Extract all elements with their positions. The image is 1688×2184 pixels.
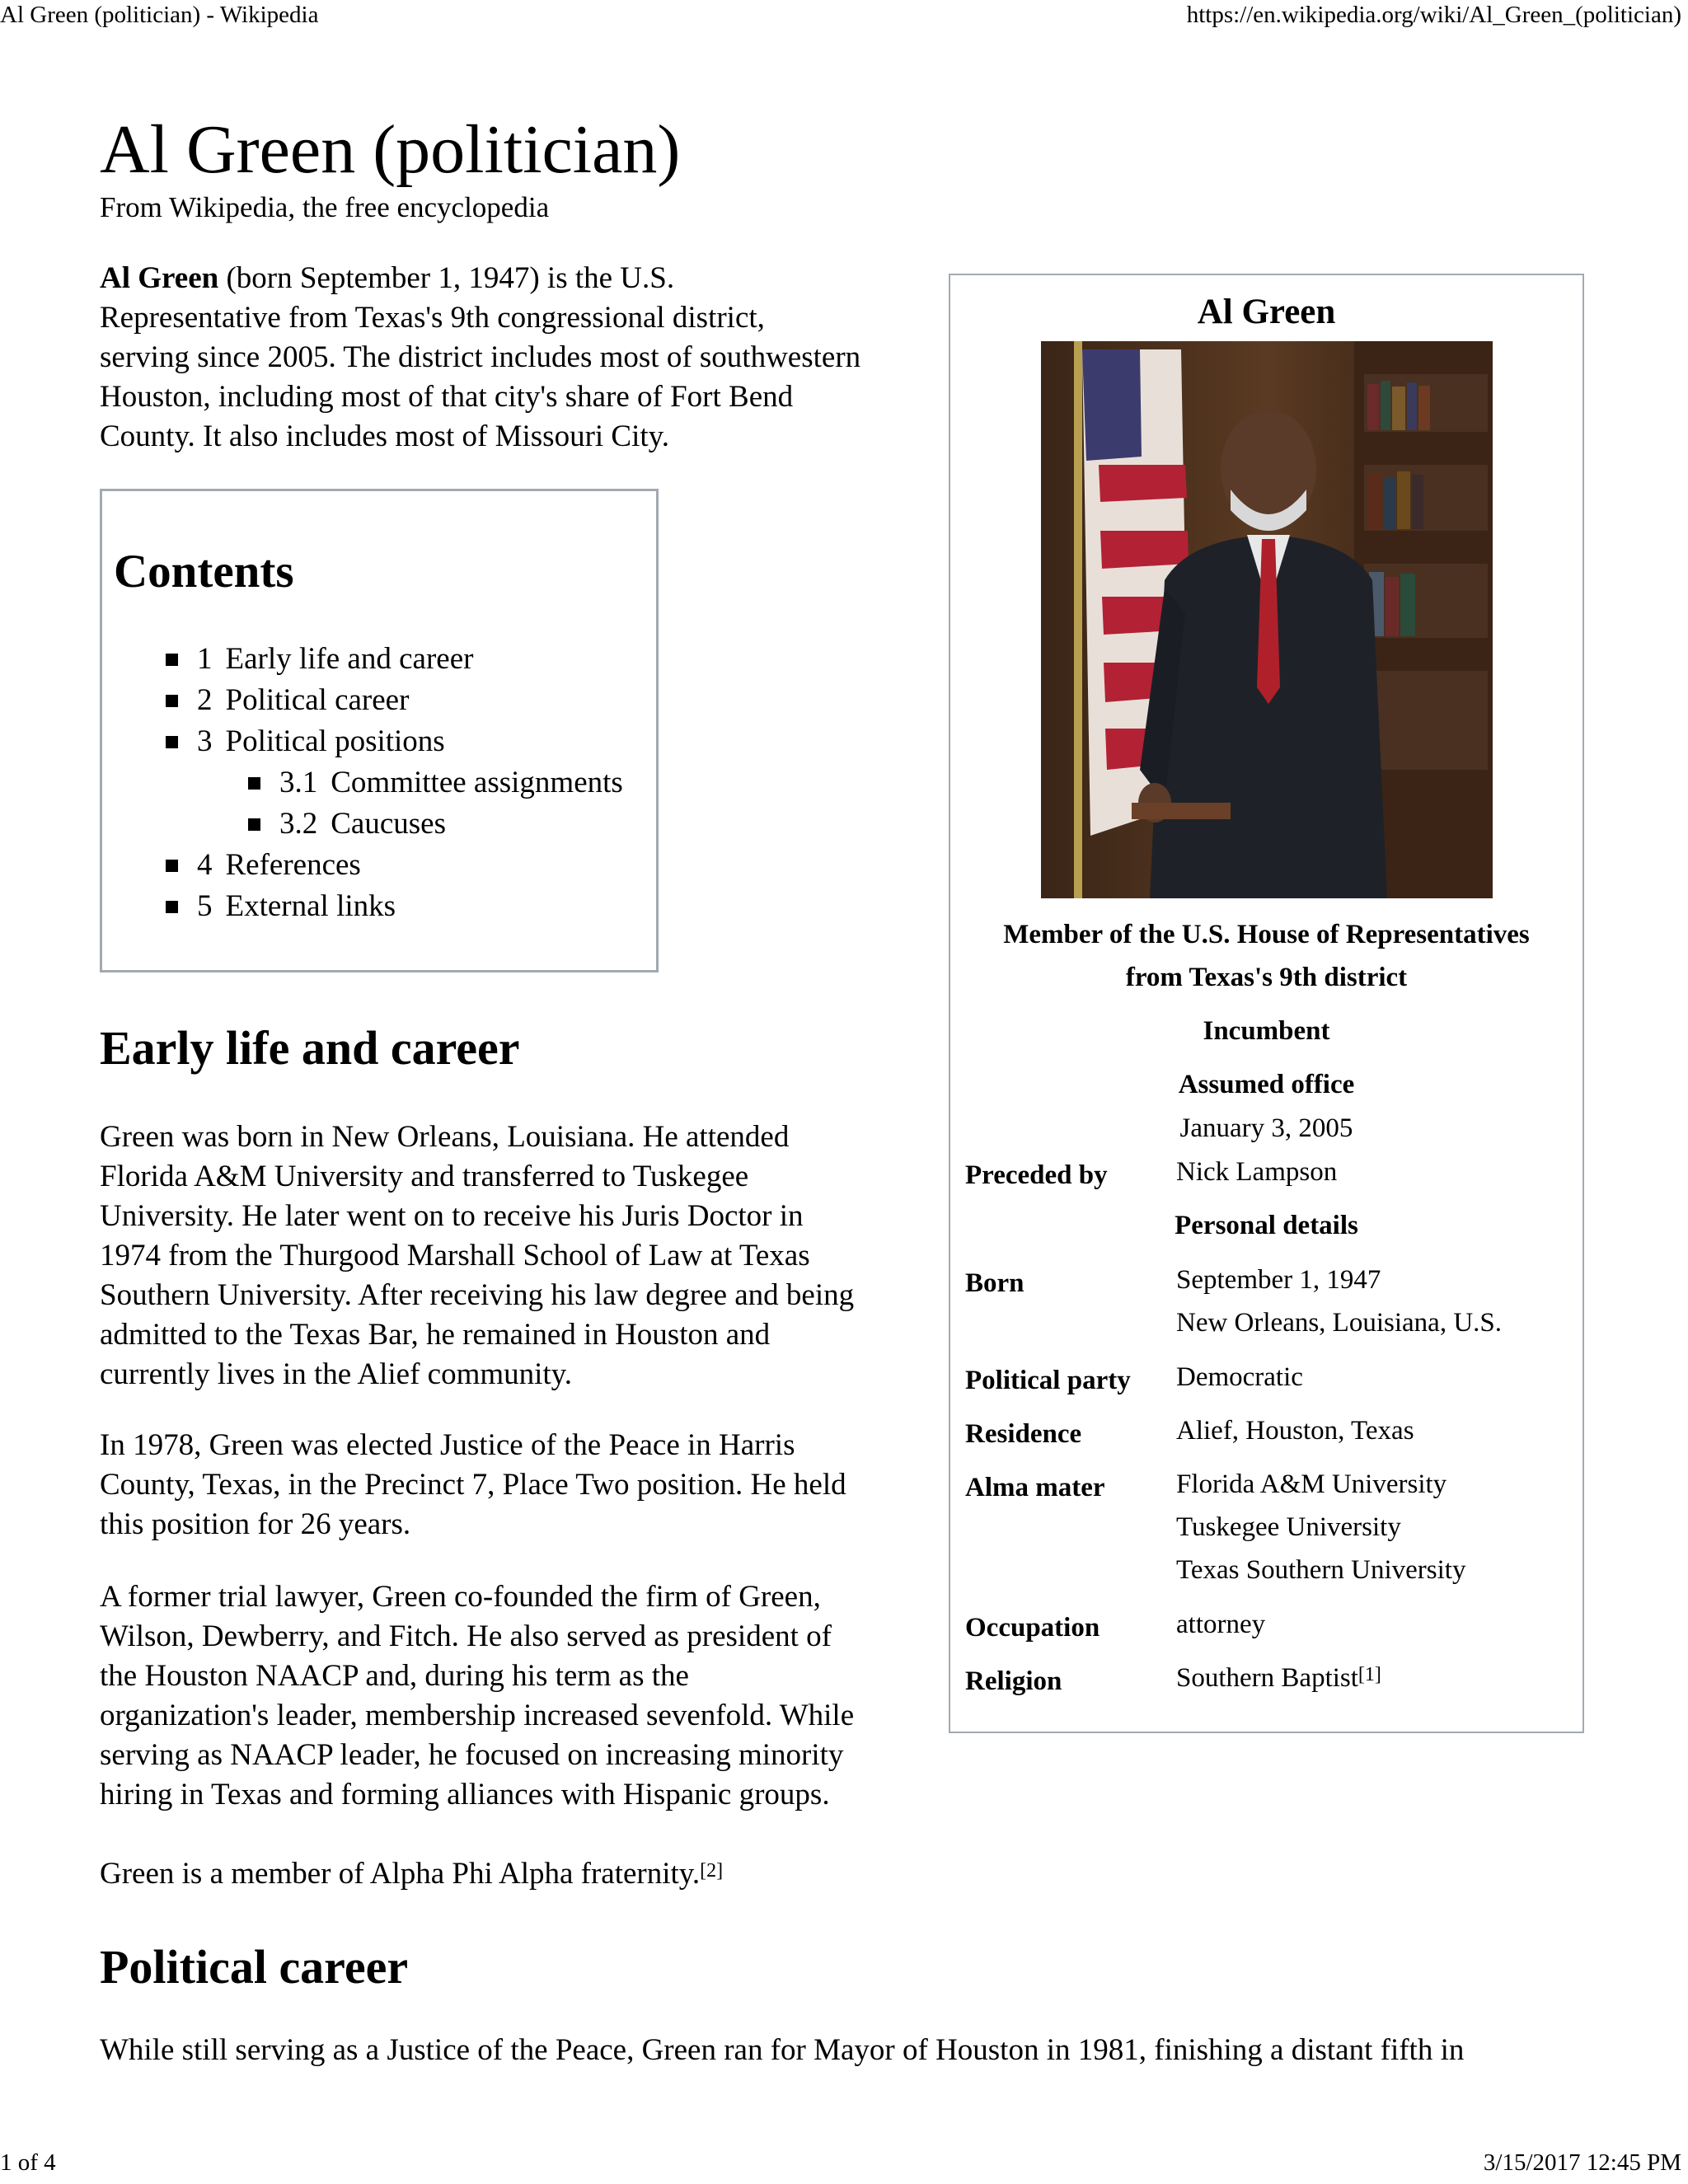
toc-item-political-positions[interactable] (197, 722, 445, 762)
print-timestamp: 3/15/2017 12:45 PM (1483, 2149, 1681, 2176)
toc-label: Committee assignments (331, 766, 623, 799)
toc-bullet-icon (166, 695, 178, 707)
intro-paragraph (100, 259, 924, 457)
toc-label: References (225, 848, 361, 882)
political-career-paragraph-1 (100, 2031, 1666, 2070)
infobox-value-alma-mater-1[interactable]: Florida A&M University (1176, 1469, 1447, 1499)
toc-number: 3.2 (279, 807, 318, 841)
text-line: currently lives in the Alief community. (100, 1357, 573, 1391)
infobox-value-occupation: attorney (1176, 1610, 1266, 1639)
portrait-image (1041, 341, 1493, 898)
infobox-personal-details: Personal details (1175, 1211, 1358, 1240)
section-heading-political-career: Political career (100, 1940, 409, 1994)
infobox-label-born: Born (965, 1268, 1025, 1298)
text-line: While still serving as a Justice of the Peace, Green ran for Mayor of Houston in 1981, finishing a distant fifth in (100, 2033, 1465, 2067)
infobox-value-religion (1176, 1657, 1381, 1699)
toc-item-committee-assignments[interactable] (279, 763, 623, 803)
toc-bullet-icon (166, 860, 178, 872)
text-line: County, Texas, in the Precinct 7, Place Two position. He held (100, 1468, 846, 1502)
toc-item-external-links[interactable] (197, 887, 396, 926)
infobox-assumed-office-value: January 3, 2005 (1179, 1113, 1353, 1143)
infobox-value-born-date: September 1, 1947 (1176, 1265, 1381, 1295)
infobox-label-religion: Religion (965, 1666, 1062, 1696)
early-life-paragraph-4 (100, 1854, 924, 1894)
page-title-header: Al Green (politician) - Wikipedia (0, 2, 319, 28)
infobox-value-born-place[interactable]: New Orleans, Louisiana, U.S. (1176, 1308, 1503, 1338)
infobox-incumbent: Incumbent (1203, 1016, 1330, 1046)
infobox-office-line-2: from Texas's 9th district (1125, 963, 1408, 992)
early-life-paragraph-2 (100, 1426, 924, 1544)
intro-line: Houston, including most of that city's share of Fort Bend (100, 380, 794, 414)
text-line: the Houston NAACP and, during his term as the (100, 1659, 689, 1693)
toc-bullet-icon (166, 901, 178, 913)
text-line: Green is a member of Alpha Phi Alpha fraternity. (100, 1857, 701, 1891)
toc-label: Political career (225, 683, 410, 717)
toc-label: External links (225, 889, 396, 923)
text-line: Green was born in New Orleans, Louisiana. He attended (100, 1120, 790, 1154)
toc-item-political-career[interactable] (197, 681, 409, 720)
infobox-label-alma-mater: Alma mater (965, 1473, 1105, 1502)
intro-line: Representative from Texas's 9th congressional district, (100, 301, 765, 335)
toc-label: Caucuses (331, 807, 446, 841)
infobox-name: Al Green (1197, 293, 1336, 331)
toc-number: 1 (197, 642, 213, 676)
article-subtitle: From Wikipedia, the free encyclopedia (100, 191, 550, 223)
toc-number: 4 (197, 848, 213, 882)
intro-line: serving since 2005. The district includes most of southwestern (100, 340, 861, 374)
infobox-label-preceded-by: Preceded by (965, 1160, 1108, 1190)
toc-number: 3 (197, 724, 213, 758)
intro-bold-name: Al Green (100, 261, 219, 295)
text-line: A former trial lawyer, Green co-founded the firm of Green, (100, 1580, 821, 1614)
toc-number: 5 (197, 889, 213, 923)
page-url: https://en.wikipedia.org/wiki/Al_Green_(politician) (1186, 2, 1681, 28)
intro-line: County. It also includes most of Missouri City. (100, 419, 670, 453)
toc-bullet-icon (166, 736, 178, 748)
early-life-paragraph-1 (100, 1118, 924, 1394)
text-line: this position for 26 years. (100, 1507, 411, 1541)
text-line: 1974 from the Thurgood Marshall School of Law at Texas (100, 1239, 810, 1272)
article-title: Al Green (politician) (100, 111, 681, 188)
text-line: serving as NAACP leader, he focused on increasing minority (100, 1738, 844, 1772)
toc-item-references[interactable] (197, 846, 361, 885)
toc-number: 2 (197, 683, 213, 717)
infobox-label-party: Political party (965, 1366, 1131, 1395)
infobox-assumed-office-label: Assumed office (1178, 1070, 1355, 1099)
text-line: hiring in Texas and forming alliances with Hispanic groups. (100, 1778, 830, 1811)
citation-link[interactable]: [1] (1357, 1664, 1381, 1685)
early-life-paragraph-3 (100, 1577, 924, 1815)
infobox-value-alma-mater-3[interactable]: Texas Southern University (1176, 1555, 1466, 1585)
text-line: Wilson, Dewberry, and Fitch. He also served as president of (100, 1619, 832, 1653)
infobox-value-party[interactable]: Democratic (1176, 1362, 1303, 1392)
table-of-contents (100, 489, 659, 972)
text-line: In 1978, Green was elected Justice of the Peace in Harris (100, 1428, 795, 1462)
religion-text[interactable]: Southern Baptist (1176, 1663, 1358, 1693)
text-line: University. He later went on to receive his Juris Doctor in (100, 1199, 804, 1233)
citation-link[interactable]: [2] (700, 1860, 724, 1882)
text-line: Florida A&M University and transferred to Tuskegee (100, 1160, 749, 1193)
section-heading-early-life: Early life and career (100, 1021, 520, 1075)
infobox-value-alma-mater-2[interactable]: Tuskegee University (1176, 1512, 1401, 1542)
toc-number: 3.1 (279, 766, 318, 799)
toc-item-early-life[interactable] (197, 640, 473, 679)
toc-bullet-icon (248, 818, 260, 831)
toc-bullet-icon (248, 777, 260, 790)
infobox-value-preceded-by[interactable]: Nick Lampson (1176, 1157, 1338, 1187)
toc-bullet-icon (166, 654, 178, 666)
intro-line: (born September 1, 1947) is the U.S. (218, 261, 675, 295)
infobox-label-occupation: Occupation (965, 1613, 1100, 1643)
text-line: Southern University. After receiving his law degree and being (100, 1278, 855, 1312)
infobox (949, 274, 1584, 1733)
text-line: organization's leader, membership increased sevenfold. While (100, 1699, 855, 1732)
infobox-label-residence: Residence (965, 1419, 1082, 1449)
toc-label: Early life and career (225, 642, 474, 676)
infobox-office-line-1: Member of the U.S. House of Representatives (1003, 920, 1530, 949)
toc-title: Contents (114, 546, 294, 598)
page-count: 1 of 4 (0, 2149, 56, 2176)
portrait-photo (1041, 341, 1493, 898)
text-line: admitted to the Texas Bar, he remained in Houston and (100, 1318, 771, 1352)
toc-label: Political positions (225, 724, 445, 758)
infobox-value-residence[interactable]: Alief, Houston, Texas (1176, 1416, 1414, 1446)
toc-item-caucuses[interactable] (279, 804, 446, 844)
